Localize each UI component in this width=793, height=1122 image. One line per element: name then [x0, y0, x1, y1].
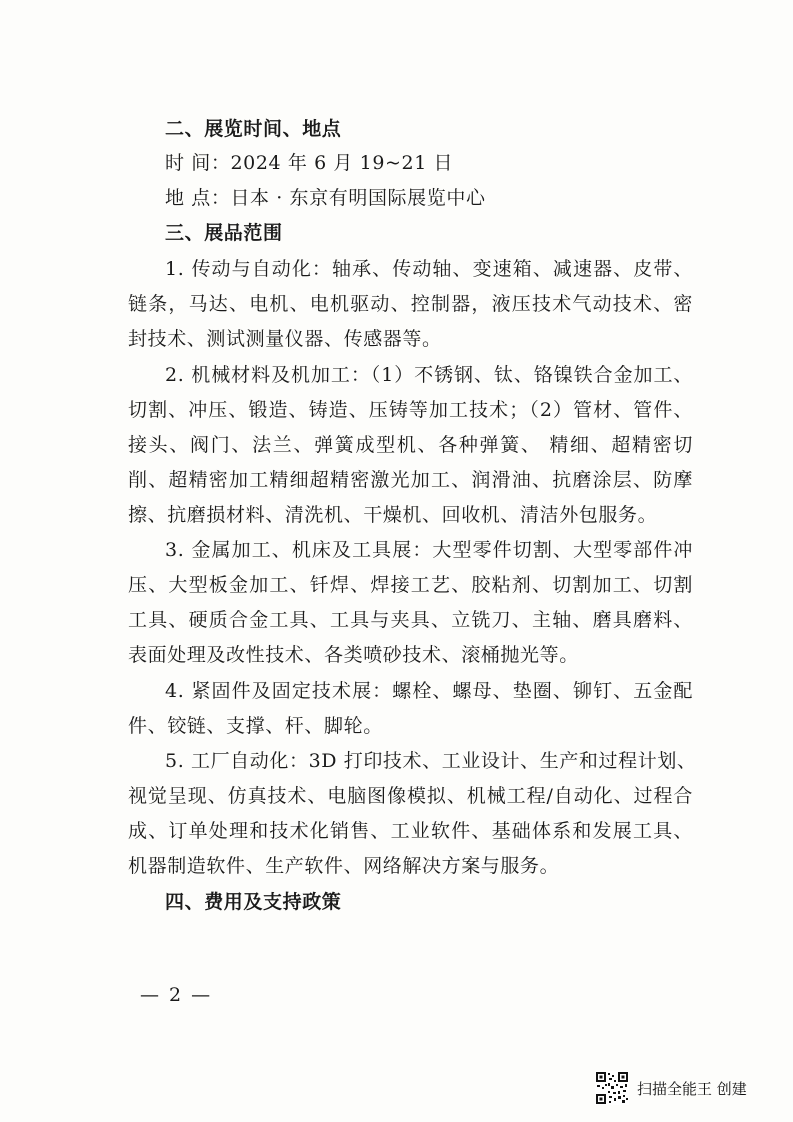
paragraph-line: 链条，马达、电机、电机驱动、控制器，液压技术气动技术、密: [128, 293, 693, 315]
section-heading-fees: 四、费用及支持政策: [165, 891, 342, 913]
paragraph-line: 压、大型板金加工、钎焊、焊接工艺、胶粘剂、切割加工、切割: [128, 574, 693, 596]
scanner-watermark: [595, 1071, 747, 1105]
paragraph-line: 接头、阀门、法兰、弹簧成型机、各种弹簧、 精细、超精密切: [128, 434, 693, 456]
paragraph-line: 视觉呈现、仿真技术、电脑图像模拟、机械工程/自动化、过程合: [128, 785, 693, 807]
paragraph-line: 4. 紧固件及固定技术展：螺栓、螺母、垫圈、铆钉、五金配: [165, 680, 693, 702]
exhibition-time: 时 间：2024 年 6 月 19~21 日: [165, 152, 454, 174]
section-heading-time-place: 二、展览时间、地点: [165, 118, 342, 140]
qr-code-icon: [595, 1071, 629, 1105]
paragraph-line: 件、铰链、支撑、杆、脚轮。: [128, 715, 383, 737]
paragraph-line: 成、订单处理和技术化销售、工业软件、基础体系和发展工具、: [128, 820, 693, 842]
paragraph-line: 表面处理及改性技术、各类喷砂技术、滚桶抛光等。: [128, 644, 579, 666]
exhibition-location: 地 点：日本 · 东京有明国际展览中心: [165, 187, 486, 209]
paragraph-line: 5. 工厂自动化：3D 打印技术、工业设计、生产和过程计划、: [165, 750, 697, 772]
paragraph-line: 1. 传动与自动化：轴承、传动轴、变速箱、减速器、皮带、: [165, 258, 693, 280]
paragraph-line: 封技术、测试测量仪器、传感器等。: [128, 328, 442, 350]
paragraph-line: 3. 金属加工、机床及工具展：大型零件切割、大型零部件冲: [165, 539, 693, 561]
paragraph-line: 擦、抗磨损材料、清洗机、干燥机、回收机、清洁外包服务。: [128, 504, 658, 526]
paragraph-line: 削、超精密加工精细超精密激光加工、润滑油、抗磨涂层、防摩: [128, 469, 693, 491]
paragraph-line: 切割、冲压、锻造、铸造、压铸等加工技术；（2）管材、管件、: [128, 399, 693, 421]
paragraph-line: 机器制造软件、生产软件、网络解决方案与服务。: [128, 855, 560, 877]
paragraph-line: 工具、硬质合金工具、工具与夹具、立铣刀、主轴、磨具磨料、: [128, 609, 693, 631]
page-number: — 2 —: [140, 984, 213, 1006]
paragraph-line: 2. 机械材料及机加工：（1）不锈钢、钛、铬镍铁合金加工、: [165, 364, 693, 386]
section-heading-scope: 三、展品范围: [165, 222, 283, 244]
scanner-watermark-text: 扫描全能王 创建: [637, 1079, 747, 1098]
